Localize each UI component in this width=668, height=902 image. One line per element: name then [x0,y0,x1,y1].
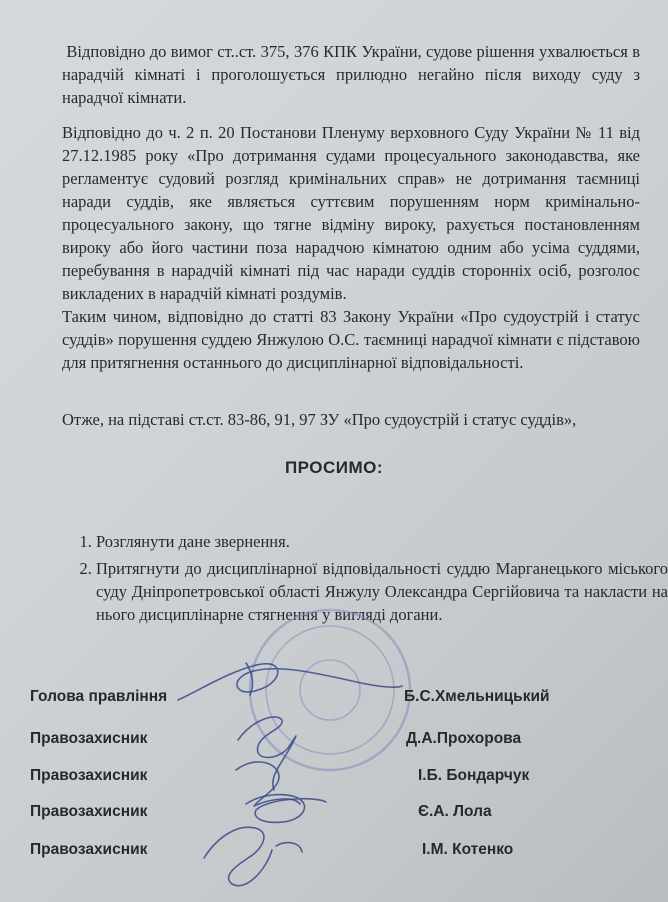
request-item: 2. Притягнути до дисциплінарної відповідальності суддю Марганецького міського суду Дніпропетровської області Янжулу Олександра Сергійовича та накласти на нього дисциплінарне стягнення у вигляді догани. [96,557,668,626]
signature-role: Правозахисник [30,841,148,858]
signature-role: Правозахисник [30,767,148,784]
paragraph-text: Отже, на підставі ст.ст. 83-86, 91, 97 ЗУ «Про судоустрій і статус суддів», [62,410,577,429]
paragraph-text: Відповідно до ч. 2 п. 20 Постанови Пленуму верховного Суду України № 11 від 27.12.1985 року «Про дотримання судами процесуального законодавства, яке регламентує судовий розгляд кримінальних справ» не дотримання таємниці наради суддів, яке являється суттєвим порушенням норм кримінально-процесуального закону, що тягне відміну вироку, рахується постановленням вироку або його частини поза нарадчою кімнатою одним або усіма суддями, перебування в нарадчій кімнаті під час наради суддів сторонніх осіб, розголос викладених в нарадчій кімнаті роздумів. [62,123,640,303]
signature-name: І.Б. Бондарчук [418,767,530,784]
request-item: 1. Розглянути дане звернення. [96,530,668,553]
signature-role: Правозахисник [30,730,148,747]
signature-name: І.М. Котенко [422,841,514,858]
paragraph-text: Таким чином, відповідно до статті 83 Закону України «Про судоустрій і статус суддів» порушення суддею Янжулою О.С. таємниці нарадчої кімнати є підставою для притягнення останнього до дисциплінарної відповідальності. [62,307,640,372]
signature-name: Б.С.Хмельницький [404,688,550,705]
signature-role: Правозахисник [30,803,148,820]
signature-name: Є.А. Лола [418,803,492,820]
paragraph-text: Відповідно до вимог ст..ст. 375, 376 КПК України, судове рішення ухвалюється в нарадчій кімнаті і проголошується прилюдно негайно після виходу суду з нарадчої кімнати. [62,42,641,107]
signature-role: Голова правління [30,688,168,705]
signature-name: Д.А.Прохорова [406,730,522,747]
request-heading: ПРОСИМО: [284,458,384,477]
